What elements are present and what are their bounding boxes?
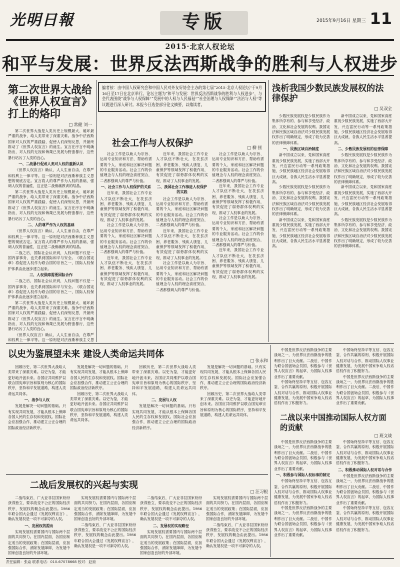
paragraph: 二战结束后，广大亚非拉国家纷纷获得独立，要求改变不公正的国际经济秩序，发展权的概念由此提出。1986年联合国大会通过《发展权利宣言》，确认发展权是一项不可剥夺的人权。 xyxy=(206,522,268,549)
paragraph: 中国是世界反法西斯战争的主要战场之一，为世界反法西斯战争的胜利作出了巨大贡献。二战后，中国作为联合国创始会员国，积极参与《世界人权宣言》的起草，为国际人权事业作出了重要贡献。 xyxy=(274,348,332,379)
paragraph: 《世界人权宣言》确认，人人生而自由，在尊严和权利上一律平等。这一原则是对法西斯种族主义思 xyxy=(8,332,94,343)
subheading: 二、少数民族发展权的法律保障 xyxy=(337,147,389,152)
paragraph: 少数民族发展权是少数民族作为集体所享有的、参与和享受经济、政治、文化和社会发展的权利。我国宪法和民族区域自治法对少数民族发展权作出了明确规定，形成了较为完善的法律保障体系。 xyxy=(272,185,330,217)
paragraph: 近年来，我国社会工作专业人才队伍不断壮大，在扶贫济困、养老服务、残疾人康复、儿童保护等领域发挥了积极作用，有效促进了弱势群体权利的实现，推动了人权事业的发展。 xyxy=(100,191,152,223)
paragraph: 发展是解决一切问题的基础。只有实现共同发展，才能从根本上保障各国人民的生存权和发展权。国际社会应加强合作，推动建立公正合理的国际政治经济新秩序。 xyxy=(200,365,266,391)
paragraph: 中国始终坚持平等互信、包容互鉴、合作共赢的原则，积极开展国际人权对话与合作，推动国际人权事业健康发展，为发展中国家争取人权话语权作出了积极努力。 xyxy=(274,380,332,406)
paragraph: 《世界人权宣言》确认，人人生而自由，在尊严和权利上一律平等。这一原则是对法西斯种族主义思想的彻底否定。宣言将人的尊严作为人权的基础，强调人权的普遍性，这正是二战惨痛教训的结晶。 xyxy=(8,229,94,250)
article-3-byline: □ 吴双全 xyxy=(374,106,392,111)
paragraph: 发展是解决一切问题的基础。只有实现共同发展，才能从根本上保障各国人民的生存权和发展权。国际社会应加强合作，推动建立公正合理的国际政治经济新秩序。 xyxy=(8,404,66,430)
paragraph: 近年来，我国社会工作专业人才队伍不断壮大，在扶贫济困、养老服务、残疾人康复、儿童保护等领域发挥了积极作用，有效促进了弱势群体权利的实现，推动了人权事业的发展。 xyxy=(156,152,208,183)
subheading: 二、发展权的实现路径 xyxy=(153,523,189,528)
subheading: 一、积极参与国际人权标准的制定 xyxy=(276,473,330,478)
paragraph: 社会工作是以助人为宗旨、运用专业知识和方法、帮助有需要的个人、家庭和社区解决问题的专业服务活动。社会工作的价值理念与人权的理念高度契合，二者都强调人的尊严与价值。 xyxy=(100,152,152,183)
subheading: 二、积极推动国际人权对话与合作 xyxy=(338,467,392,472)
article-5-body-col4 xyxy=(206,496,268,556)
section-divider xyxy=(6,343,394,344)
paragraph: 中国始终坚持平等互信、包容互鉴、合作共赢的原则，积极开展国际人权对话与合作，推动国际人权事业健康发展，为发展中国家争取人权话语权作出了积极努力。 xyxy=(336,506,394,532)
article-4-body-col1 xyxy=(8,365,66,473)
paragraph: 二战之后，国际社会认识到，人权问题不仅是一国内部事务，也关系到国际和平与安全。《联合国宪章》将促进人权作为联合国的宗旨之一，国际人权保护体系由此逐步建立起来。 xyxy=(8,279,94,300)
masthead xyxy=(6,3,394,43)
article-1-byline: □ 常健 刘一 xyxy=(68,122,92,127)
paragraph: 中国是世界反法西斯战争的主要战场之一，为世界反法西斯战争的胜利作出了巨大贡献。二战后，中国作为联合国创始会员国，积极参与《世界人权宣言》的起草，为国际人权事业作出了重要贡献。 xyxy=(274,440,332,471)
subheading: 二、人的尊严作为人权的基础 xyxy=(27,222,75,227)
paragraph: 社会工作是以助人为宗旨、运用专业知识和方法、帮助有需要的个人、家庭和社区解决问题的专业服务活动。社会工作的价值理念与人权的理念高度契合，二者都强调人的尊严与价值。 xyxy=(212,152,264,183)
paragraph: 第二次世界大战是人类历史上规模最大、破坏最严重的战争，给人类带来了深重灾难。战争中法西斯国家对人权的严重践踏，促使人们深刻反思，并最终推动了《世界人权宣言》的诞生。宣言在序言中明确指出，对人权的无视和侮蔑已发展为野蛮暴行，这些暴行玷污了人类的良心。 xyxy=(8,300,94,332)
article-5-title: 二战后发展权的兴起与实现 xyxy=(30,481,139,491)
article-2-body-col2 xyxy=(156,152,208,342)
paragraph: 新中国成立以来，党和国家高度重视少数民族发展，实施了西部大开发、兴边富民行动等一系列政策措施，少数民族地区经济社会发展取得巨大成就，各族人民生活水平显著提高。 xyxy=(334,185,392,217)
column-divider xyxy=(96,80,97,342)
article-4-title: 以史为鉴展望未来 建设人类命运共同体 xyxy=(8,350,165,360)
subheading: 一、发展权的提出 xyxy=(24,523,54,528)
paragraph: 社会工作是以助人为宗旨、运用专业知识和方法、帮助有需要的个人、家庭和社区解决问题的专业服务活动。社会工作的价值理念与人权的理念高度契合，二者都强调人的尊严与价值。 xyxy=(156,196,208,228)
paragraph: 回顾历史，第二次世界大战给人类带来了深重灾难。以史为鉴，才能更好地开创未来。各国应共同维护以联合国宪章宗旨和原则为核心的国际秩序，坚持和平发展道路，构建人类命运共同体。 xyxy=(200,391,266,418)
paragraph: 回顾历史，第二次世界大战给人类带来了深重灾难。以史为鉴，才能更好地开创未来。各国应共同维护以联合国宪章宗旨和原则为核心的国际秩序，坚持和平发展道路，构建人类命运共同体。 xyxy=(70,391,128,423)
paragraph: 二战结束后，广大亚非拉国家纷纷获得独立，要求改变不公正的国际经济秩序，发展权的概念由此提出。1986年联合国大会通过《发展权利宣言》，确认发展权是一项不可剥夺的人权。 xyxy=(8,496,70,522)
article-6-body-col2 xyxy=(336,440,394,556)
paragraph: 近年来，我国社会工作专业人才队伍不断壮大，在扶贫济困、养老服务、残疾人康复、儿童保护等领域发挥了积极作用，有效促进了弱势群体权利的实现，推动了人权事业的发展。 xyxy=(212,248,264,279)
subheading: 三、人权保障需要国际合作 xyxy=(29,272,73,277)
paragraph: 中国是世界反法西斯战争的主要战场之一，为世界反法西斯战争的胜利作出了巨大贡献。二战后，中国作为联合国创始会员国，积极参与《世界人权宣言》的起草，为国际人权事业作出了重要贡献。 xyxy=(274,506,332,537)
article-5-body-col1 xyxy=(8,496,70,556)
article-6-lead-col2 xyxy=(336,348,394,412)
article-6-lead-col1 xyxy=(274,348,332,412)
paragraph: 中国始终坚持平等互信、包容互鉴、合作共赢的原则，积极开展国际人权对话与合作，推动国际人权事业健康发展，为发展中国家争取人权话语权作出了积极努力。 xyxy=(336,348,394,374)
article-3-body-col2 xyxy=(334,114,392,342)
paragraph: 《世界人权宣言》确认，人人生而自由，在尊严和权利上一律平等。这一原则是对法西斯种族主义思想的彻底否定。宣言将人的尊严作为人权的基础，强调人权的普遍性，这正是二战惨痛教训的结晶。 xyxy=(8,168,94,189)
paragraph: 二战之后，国际社会认识到，人权问题不仅是一国内部事务，也关系到国际和平与安全。《联合国宪章》将促进人权作为联合国的宗旨之一，国际人权保护体系由此逐步建立起来。 xyxy=(8,250,94,271)
paragraph: 近年来，我国社会工作专业人才队伍不断壮大，在扶贫济困、养老服务、残疾人康复、儿童保护等领域发挥了积极作用，有效促进了弱势群体权利的实现，推动了人权事业的发展。 xyxy=(156,228,208,260)
column-divider xyxy=(270,345,271,557)
subheading: 一、民族区域自治制度 xyxy=(283,147,319,152)
article-2-byline: □ 柳 拯 xyxy=(247,145,262,150)
forum-title: 2015·北京人权论坛 xyxy=(165,42,235,51)
paragraph: 近年来，我国社会工作专业人才队伍不断壮大，在扶贫济困、养老服务、残疾人康复、儿童保护等领域发挥了积极作用，有效促进了弱势群体权利的实现，推动了人权事业的发展。 xyxy=(100,255,152,287)
paragraph: 社会工作是以助人为宗旨、运用专业知识和方法、帮助有需要的个人、家庭和社区解决问题的专业服务活动。社会工作的价值理念与人权的理念高度契合，二者都强调人的尊严与价值。 xyxy=(156,260,208,292)
paragraph: 回顾历史，第二次世界大战给人类带来了深重灾难。以史为鉴，才能更好地开创未来。各国应共同维护以联合国宪章宗旨和原则为核心的国际秩序，坚持和平发展道路，构建人类命运共同体。 xyxy=(132,365,196,396)
paragraph: 少数民族发展权是少数民族作为集体所享有的、参与和享受经济、政治、文化和社会发展的权利。我国宪法和民族区域自治法对少数民族发展权作出了明确规定，形成了较为完善的法律保障体系。 xyxy=(272,114,330,145)
paragraph: 少数民族发展权是少数民族作为集体所享有的、参与和享受经济、政治、文化和社会发展的权利。我国宪法和民族区域自治法对少数民族发展权作出了明确规定，形成了较为完善的法律保障体系。 xyxy=(334,153,392,185)
paragraph: 实现发展权需要国内与国际两个层面的共同努力。在国内层面，各国应制定适当的发展政策；在国际层面，应加强国际合作，消除发展障碍，为发展中国家创造良好的外部环境。 xyxy=(74,496,136,522)
paragraph: 中国是世界反法西斯战争的主要战场之一，为世界反法西斯战争的胜利作出了巨大贡献。二战后，中国作为联合国创始会员国，积极参与《世界人权宣言》的起草，为国际人权事业作出了重要贡献。 xyxy=(336,474,394,505)
paragraph: 中国始终坚持平等互信、包容互鉴、合作共赢的原则，积极开展国际人权对话与合作，推动国际人权事业健康发展，为发展中国家争取人权话语权作出了积极努力。 xyxy=(274,479,332,505)
page-number: 11 xyxy=(369,9,392,28)
article-3-title: 浅析我国少数民族发展权的法律保护 xyxy=(272,84,384,104)
paragraph: 第二次世界大战是人类历史上规模最大、破坏最严重的战争，给人类带来了深重灾难。战争中法西斯国家对人权的严重践踏，促使人们深刻反思，并最终推动了《世界人权宣言》的诞生。宣言在序言中明确指出，对人权的无视和侮蔑已发展为野蛮暴行，这些暴行玷污了人类的良心。 xyxy=(8,189,94,221)
page-footer: 责任编辑：张焱 联系电话：010-67078668 校对：赵琼 xyxy=(6,558,394,565)
article-6-title: 二战以来中国推动国际人权方面的贡献 xyxy=(280,413,387,432)
article-4-body-col4 xyxy=(200,365,266,473)
article-4-body-col3 xyxy=(132,365,196,473)
editor-note: 编者按：由中国人权研究会和中国人民对外友好协会主办的第七届“2015·北京人权论坛”于9月16日至17日在北京举行。论坛主题为“和平与发展：世界反法西斯战争的胜利与人权进步”，与会代表围绕“战争与人权保障”“发展中的人权与人民福祉”“社会治理与人权保障”“法治与人权”等议题进行深入研讨。本报今日选登部分论文摘要，以飨读者。 xyxy=(98,82,266,112)
paragraph: 少数民族发展权是少数民族作为集体所享有的、参与和享受经济、政治、文化和社会发展的权利。我国宪法和民族区域自治法对少数民族发展权作出了明确规定，形成了较为完善的法律保障体系。 xyxy=(334,217,392,249)
paragraph: 新中国成立以来，党和国家高度重视少数民族发展，实施了西部大开发、兴边富民行动等一系列政策措施，少数民族地区经济社会发展取得巨大成就，各族人民生活水平显著提高。 xyxy=(272,217,330,249)
article-2-title: 社会工作与人权保护 xyxy=(112,139,194,149)
dateline: 2015年9月16日 星期三 xyxy=(316,19,366,24)
section-divider xyxy=(6,474,268,475)
paragraph: 回顾历史，第二次世界大战给人类带来了深重灾难。以史为鉴，才能更好地开创未来。各国应共同维护以联合国宪章宗旨和原则为核心的国际秩序，坚持和平发展道路，构建人类命运共同体。 xyxy=(8,365,66,396)
paragraph: 中国是世界反法西斯战争的主要战场之一，为世界反法西斯战争的胜利作出了巨大贡献。二战后，中国作为联合国创始会员国，积极参与《世界人权宣言》的起草，为国际人权事业作出了重要贡献。 xyxy=(336,374,394,406)
paragraph: 实现发展权需要国内与国际两个层面的共同努力。在国内层面，各国应制定适当的发展政策；在国际层面，应加强国际合作，消除发展障碍，为发展中国家创造良好的外部环境。 xyxy=(8,530,70,556)
article-6-byline: □ 班文战 xyxy=(374,433,392,438)
subheading: 一、战争与人权 xyxy=(24,398,50,403)
section-label: 专版 xyxy=(182,12,226,33)
subheading: 二、发展与人权 xyxy=(151,398,177,403)
paragraph: 实现发展权需要国内与国际两个层面的共同努力。在国内层面，各国应制定适当的发展政策；在国际层面，应加强国际合作，消除发展障碍，为发展中国家创造良好的外部环境。 xyxy=(206,496,268,522)
paragraph: 新中国成立以来，党和国家高度重视少数民族发展，实施了西部大开发、兴边富民行动等一系列政策措施，少数民族地区经济社会发展取得巨大成就，各族人民生活水平显著提高。 xyxy=(272,153,330,185)
article-6-body-col1 xyxy=(274,440,332,556)
article-2-body-col3 xyxy=(212,152,264,342)
newspaper-logo: 光明日報 xyxy=(10,11,75,29)
paragraph: 发展是解决一切问题的基础。只有实现共同发展，才能从根本上保障各国人民的生存权和发展权。国际社会应加强合作，推动建立公正合理的国际政治经济新秩序。 xyxy=(70,365,128,391)
main-headline: 和平与发展：世界反法西斯战争的胜利与人权进步 xyxy=(2,55,398,75)
paragraph: 发展是解决一切问题的基础。只有实现共同发展，才能从根本上保障各国人民的生存权和发展权。国际社会应加强合作，推动建立公正合理的国际政治经济新秩序。 xyxy=(132,404,196,430)
top-rule xyxy=(6,39,394,41)
article-5-body-col3 xyxy=(140,496,202,556)
headline-rule xyxy=(6,75,394,76)
article-4-body-col2 xyxy=(70,365,128,473)
subheading: 二、我国社会工作推进人权保护的实践 xyxy=(156,185,208,195)
article-5-byline: □ 汪习根 xyxy=(250,489,268,494)
paragraph: 二战结束后，广大亚非拉国家纷纷获得独立，要求改变不公正的国际经济秩序，发展权的概念由此提出。1986年联合国大会通过《发展权利宣言》，确认发展权是一项不可剥夺的人权。 xyxy=(140,496,202,522)
article-5-body-col2 xyxy=(74,496,136,556)
paragraph: 近年来，我国社会工作专业人才队伍不断壮大，在扶贫济困、养老服务、残疾人康复、儿童保护等领域发挥了积极作用，有效促进了弱势群体权利的实现，推动了人权事业的发展。 xyxy=(212,184,264,215)
subheading: 一、二战暴行促成人类对人权的重新认识 xyxy=(18,162,84,167)
article-4-byline: □ 张永和 xyxy=(250,358,268,363)
article-1-body xyxy=(8,129,94,343)
column-divider xyxy=(268,80,269,342)
paragraph: 中国始终坚持平等互信、包容互鉴、合作共赢的原则，积极开展国际人权对话与合作，推动国际人权事业健康发展，为发展中国家争取人权话语权作出了积极努力。 xyxy=(336,440,394,466)
paragraph: 实现发展权需要国内与国际两个层面的共同努力。在国内层面，各国应制定适当的发展政策；在国际层面，应加强国际合作，消除发展障碍，为发展中国家创造良好的外部环境。 xyxy=(140,530,202,556)
section-banner xyxy=(160,11,248,35)
subheading: 一、社会工作与人权保护的关系 xyxy=(100,185,152,190)
article-3-body-col1 xyxy=(272,114,330,342)
paragraph: 第二次世界大战是人类历史上规模最大、破坏最严重的战争，给人类带来了深重灾难。战争中法西斯国家对人权的严重践踏，促使人们深刻反思，并最终推动了《世界人权宣言》的诞生。宣言在序言中明确指出，对人权的无视和侮蔑已发展为野蛮暴行，这些暴行玷污了人类的良心。 xyxy=(8,129,94,160)
article-2-body-col1 xyxy=(100,152,152,342)
paragraph: 新中国成立以来，党和国家高度重视少数民族发展，实施了西部大开发、兴边富民行动等一系列政策措施，少数民族地区经济社会发展取得巨大成就，各族人民生活水平显著提高。 xyxy=(334,114,392,145)
paragraph: 社会工作是以助人为宗旨、运用专业知识和方法、帮助有需要的个人、家庭和社区解决问题的专业服务活动。社会工作的价值理念与人权的理念高度契合，二者都强调人的尊严与价值。 xyxy=(100,223,152,255)
article-1-title: 第二次世界大战给《世界人权宣言》打上的烙印 xyxy=(8,84,92,120)
paragraph: 社会工作是以助人为宗旨、运用专业知识和方法、帮助有需要的个人、家庭和社区解决问题的专业服务活动。社会工作的价值理念与人权的理念高度契合，二者都强调人的尊严与价值。 xyxy=(212,216,264,247)
paragraph: 二战结束后，广大亚非拉国家纷纷获得独立，要求改变不公正的国际经济秩序，发展权的概念由此提出。1986年联合国大会通过《发展权利宣言》，确认发展权是一项不可剥夺的人权。 xyxy=(74,522,136,549)
